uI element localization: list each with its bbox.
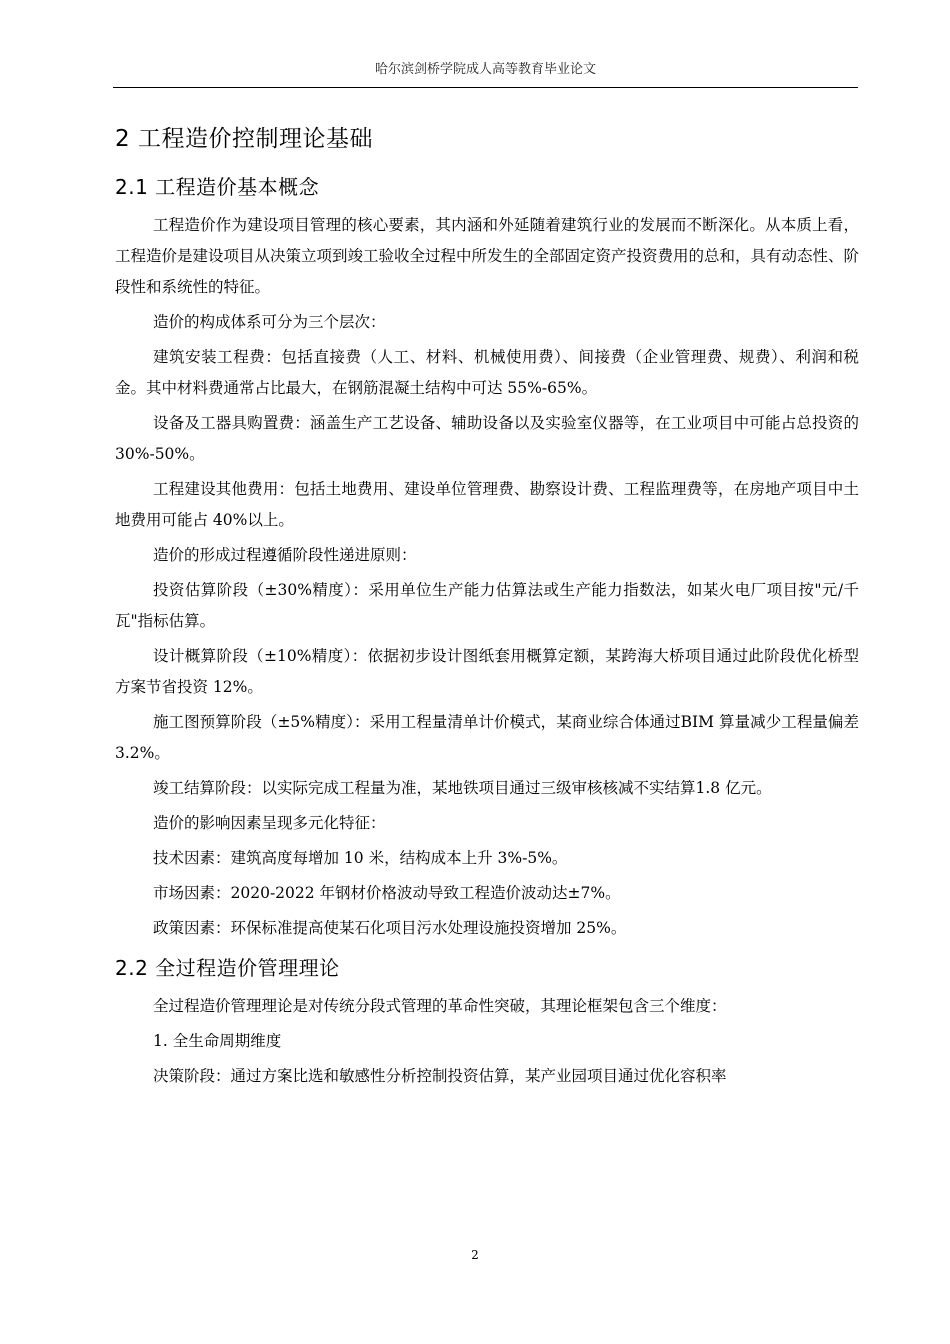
list-item: 1. 全生命周期维度	[153, 1032, 282, 1050]
paragraph: 造价的形成过程遵循阶段性递进原则：	[153, 546, 417, 564]
paragraph: 造价的影响因素呈现多元化特征：	[153, 814, 386, 832]
paragraph: 设备及工器具购置费：涵盖生产工艺设备、辅助设备以及实验室仪器等，在工业项目中可能占总投资的 30%-50%。	[115, 414, 859, 463]
paragraph: 竣工结算阶段：以实际完成工程量为准，某地铁项目通过三级审核核减不实结算1.8 亿元。	[153, 779, 772, 797]
paragraph: 决策阶段：通过方案比选和敏感性分析控制投资估算，某产业园项目通过优化容积率	[153, 1067, 727, 1085]
paragraph: 投资估算阶段（±30%精度）：采用单位生产能力估算法或生产能力指数法，如某火电厂项目按"元/千瓦"指标估算。	[115, 581, 859, 630]
paragraph: 技术因素：建筑高度每增加 10 米，结构成本上升 3%-5%。	[153, 849, 568, 867]
paragraph: 全过程造价管理理论是对传统分段式管理的革命性突破，其理论框架包含三个维度：	[153, 997, 727, 1015]
paragraph: 工程造价作为建设项目管理的核心要素，其内涵和外延随着建筑行业的发展而不断深化。从本质上看，工程造价是建设项目从决策立项到竣工验收全过程中所发生的全部固定资产投资费用的总和，具有动态性、阶段性和系统性的特征。	[115, 216, 860, 296]
header-divider	[113, 87, 858, 88]
section-2-1-title: 2.1 工程造价基本概念	[115, 175, 320, 199]
paragraph: 市场因素：2020-2022 年钢材价格波动导致工程造价波动达±7%。	[153, 884, 621, 902]
chapter-title: 2 工程造价控制理论基础	[115, 126, 373, 152]
page-body	[115, 120, 859, 1096]
paragraph: 造价的构成体系可分为三个层次：	[153, 313, 386, 331]
section-2-2-title: 2.2 全过程造价管理理论	[115, 956, 340, 980]
paragraph: 施工图预算阶段（±5%精度）：采用工程量清单计价模式，某商业综合体通过BIM 算量减少工程量偏差 3.2%。	[115, 713, 859, 762]
page-header: 哈尔滨剑桥学院成人高等教育毕业论文	[374, 62, 596, 77]
paragraph: 政策因素：环保标准提高使某石化项目污水处理设施投资增加 25%。	[153, 919, 627, 937]
paragraph: 建筑安装工程费：包括直接费（人工、材料、机械使用费）、间接费（企业管理费、规费）、利润和税金。其中材料费通常占比最大，在钢筋混凝土结构中可达 55%-65%。	[115, 348, 859, 397]
paragraph: 工程建设其他费用：包括土地费用、建设单位管理费、勘察设计费、工程监理费等，在房地产项目中土地费用可能占 40%以上。	[115, 480, 859, 529]
paragraph: 设计概算阶段（±10%精度）：依据初步设计图纸套用概算定额，某跨海大桥项目通过此阶段优化桥型方案节省投资 12%。	[115, 647, 859, 696]
page-number: 2	[471, 1248, 479, 1262]
